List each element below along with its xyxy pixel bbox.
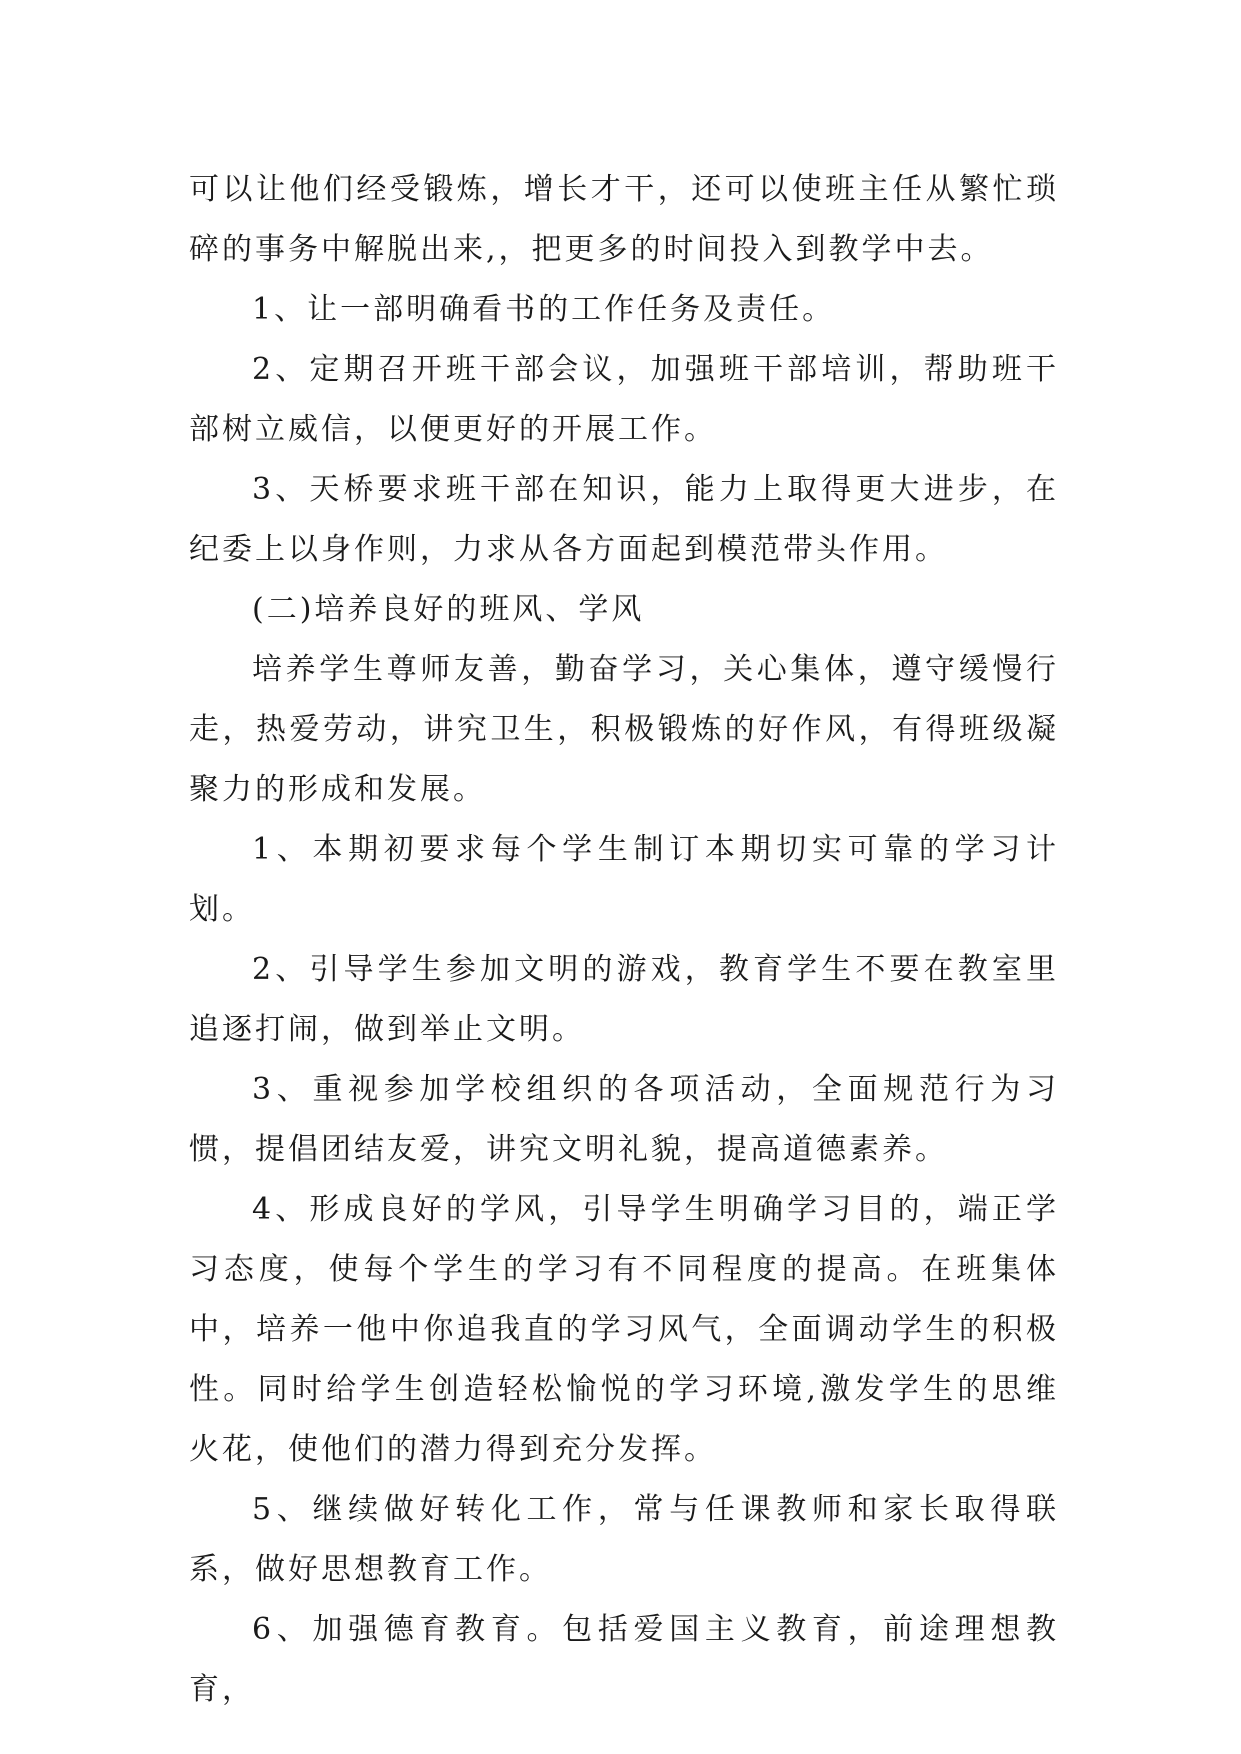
paragraph-item-6: 6、加强德育教育。包括爱国主义教育，前途理想教育， <box>189 1612 1059 1707</box>
paragraph-item-2: 2、引导学生参加文明的游戏，教育学生不要在教室里追逐打闹，做到举止文明。 <box>189 952 1059 1047</box>
paragraph-item-4: 4、形成良好的学风，引导学生明确学习目的，端正学习态度，使每个学生的学习有不同程度的提高。在班集体中，培养一他中你追我直的学习风气，全面调动学生的积极性。同时给学生创造轻松愉悦的学习环境,激发学生的思维火花，使他们的潜力得到充分发挥。 <box>189 1192 1059 1467</box>
paragraph-intro: 培养学生尊师友善，勤奋学习，关心集体，遵守缓慢行走，热爱劳动，讲究卫生，积极锻炼的好作风，有得班级凝聚力的形成和发展。 <box>189 652 1059 807</box>
paragraph-item-3: 3、天桥要求班干部在知识，能力上取得更大进步，在纪委上以身作则，力求从各方面起到模范带头作用。 <box>189 472 1059 567</box>
paragraph-item-3: 3、重视参加学校组织的各项活动，全面规范行为习惯，提倡团结友爱，讲究文明礼貌，提高道德素养。 <box>189 1072 1059 1167</box>
document-body <box>189 160 1059 1720</box>
paragraph-item-2: 2、定期召开班干部会议，加强班干部培训，帮助班干部树立威信，以便更好的开展工作。 <box>189 352 1059 447</box>
section-heading: (二)培养良好的班风、学风 <box>252 592 645 627</box>
paragraph-continuation: 可以让他们经受锻炼，增长才干，还可以使班主任从繁忙琐碎的事务中解脱出来,，把更多的时间投入到教学中去。 <box>189 172 1059 267</box>
paragraph-item-1: 1、让一部明确看书的工作任务及责任。 <box>252 292 836 327</box>
paragraph-item-1: 1、本期初要求每个学生制订本期切实可靠的学习计划。 <box>189 832 1059 927</box>
paragraph-item-5: 5、继续做好转化工作，常与任课教师和家长取得联系，做好思想教育工作。 <box>189 1492 1059 1587</box>
